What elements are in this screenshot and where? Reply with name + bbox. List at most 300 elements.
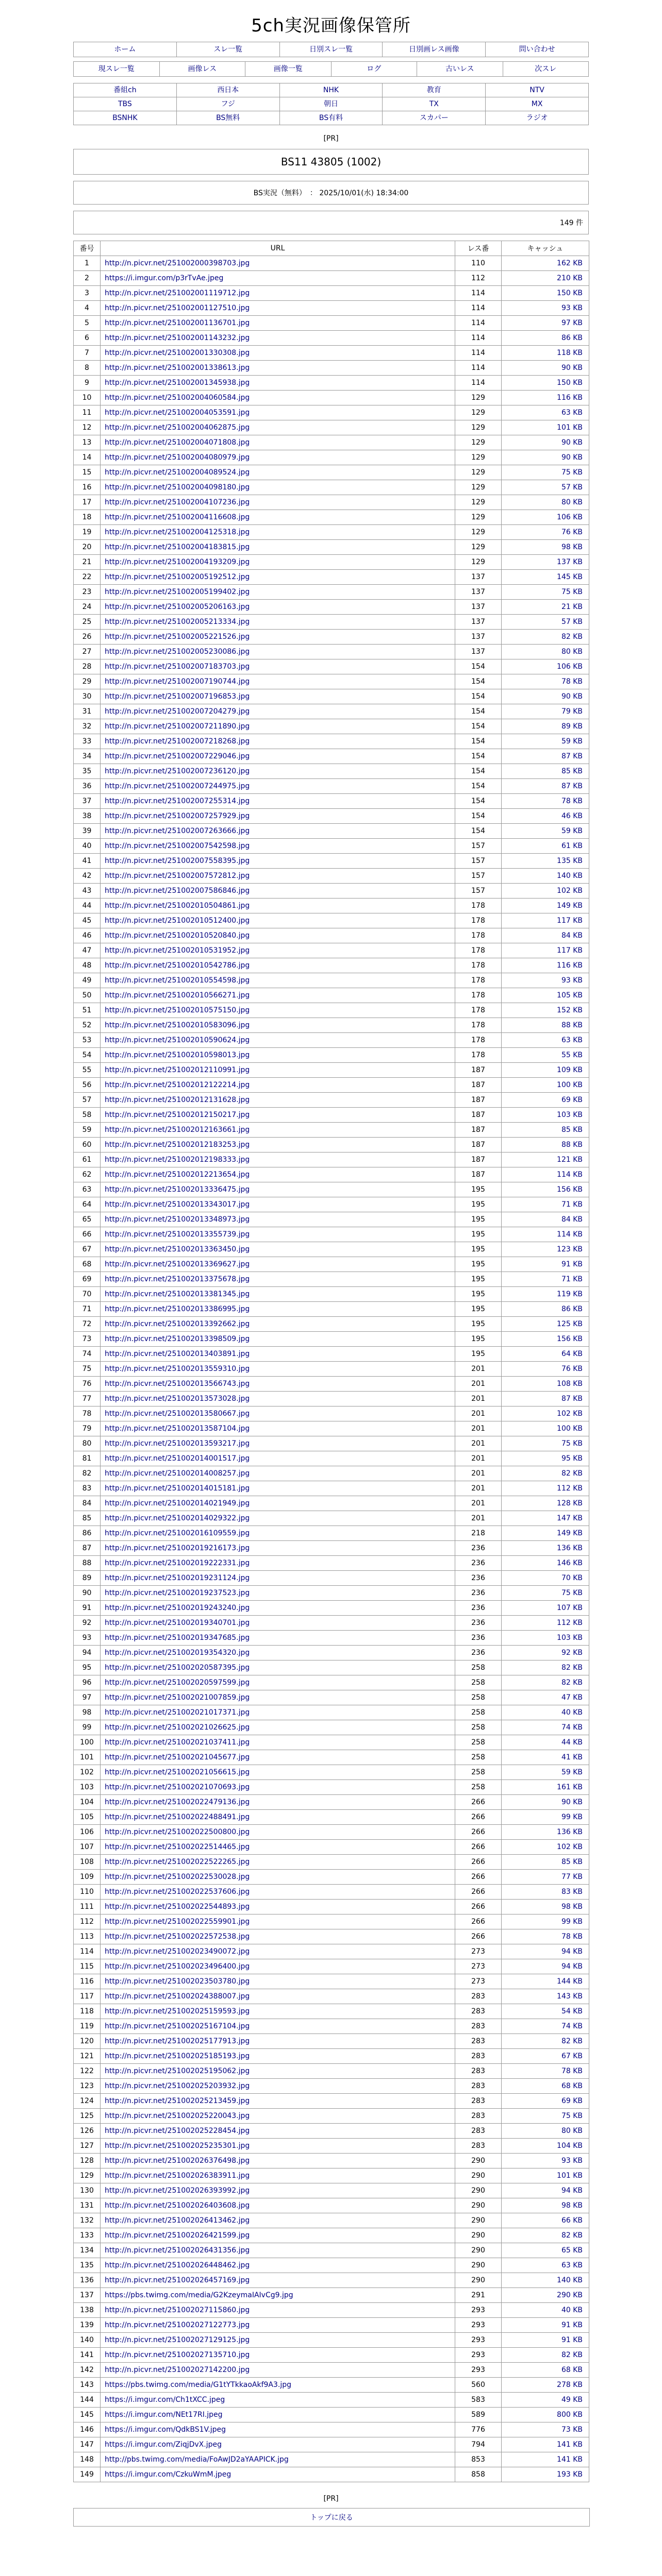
image-url-link[interactable]: http://n.picvr.net/251002026431356.jpg bbox=[105, 2246, 250, 2255]
image-url-link[interactable]: http://n.picvr.net/251002013559310.jpg bbox=[105, 1365, 250, 1373]
cache-size-link[interactable]: 54 KB bbox=[561, 2007, 583, 2015]
image-url-link[interactable]: http://n.picvr.net/251002007196853.jpg bbox=[105, 692, 250, 701]
cache-size-link[interactable]: 68 KB bbox=[561, 2082, 583, 2090]
cache-size-link[interactable]: 59 KB bbox=[561, 827, 583, 835]
cache-size-link[interactable]: 102 KB bbox=[557, 887, 583, 895]
image-url-link[interactable]: http://n.picvr.net/251002021070693.jpg bbox=[105, 1783, 250, 1791]
cache-size-link[interactable]: 150 KB bbox=[557, 289, 583, 297]
cache-size-link[interactable]: 107 KB bbox=[557, 1604, 583, 1612]
cache-size-link[interactable]: 74 KB bbox=[561, 2022, 583, 2030]
cache-size-link[interactable]: 76 KB bbox=[561, 1365, 583, 1373]
cache-size-link[interactable]: 83 KB bbox=[561, 1888, 583, 1896]
cache-size-link[interactable]: 125 KB bbox=[557, 1320, 583, 1328]
nav-link-contact[interactable]: 問い合わせ bbox=[519, 45, 555, 54]
cache-size-link[interactable]: 85 KB bbox=[561, 1126, 583, 1134]
cache-size-link[interactable]: 79 KB bbox=[561, 707, 583, 716]
nav-link-image-list[interactable]: 画像一覧 bbox=[273, 65, 303, 73]
cache-size-link[interactable]: 116 KB bbox=[557, 394, 583, 402]
channel-link-bangumi[interactable]: 番組ch bbox=[113, 86, 137, 94]
image-url-link[interactable]: http://n.picvr.net/251002012198333.jpg bbox=[105, 1156, 250, 1164]
cache-size-link[interactable]: 86 KB bbox=[561, 334, 583, 342]
cache-size-link[interactable]: 75 KB bbox=[561, 588, 583, 596]
cache-size-link[interactable]: 78 KB bbox=[561, 1933, 583, 1941]
cache-size-link[interactable]: 290 KB bbox=[557, 2291, 583, 2299]
image-url-link[interactable]: http://n.picvr.net/251002025185193.jpg bbox=[105, 2052, 250, 2060]
image-url-link[interactable]: http://n.picvr.net/251002004060584.jpg bbox=[105, 394, 250, 402]
image-url-link[interactable]: http://n.picvr.net/251002004193209.jpg bbox=[105, 558, 250, 566]
nav-link-daily-image-res[interactable]: 日別画レス画像 bbox=[408, 45, 459, 54]
image-url-link[interactable]: http://n.picvr.net/251002014008257.jpg bbox=[105, 1469, 250, 1478]
image-url-link[interactable]: https://i.imgur.com/CzkuWmM.jpeg bbox=[105, 2470, 231, 2479]
image-url-link[interactable]: http://n.picvr.net/251002001338613.jpg bbox=[105, 364, 250, 372]
cache-size-link[interactable]: 85 KB bbox=[561, 1858, 583, 1866]
image-url-link[interactable]: http://n.picvr.net/251002007218268.jpg bbox=[105, 737, 250, 745]
image-url-link[interactable]: http://n.picvr.net/251002005230086.jpg bbox=[105, 648, 250, 656]
image-url-link[interactable]: http://n.picvr.net/251002020587395.jpg bbox=[105, 1664, 250, 1672]
cache-size-link[interactable]: 101 KB bbox=[557, 423, 583, 432]
image-url-link[interactable]: http://n.picvr.net/251002001136701.jpg bbox=[105, 319, 250, 327]
image-url-link[interactable]: http://n.picvr.net/251002010566271.jpg bbox=[105, 991, 250, 999]
image-url-link[interactable]: http://n.picvr.net/251002007586846.jpg bbox=[105, 887, 250, 895]
image-url-link[interactable]: https://i.imgur.com/QdkBS1V.jpeg bbox=[105, 2426, 226, 2434]
channel-link-tbs[interactable]: TBS bbox=[118, 100, 132, 108]
image-url-link[interactable]: http://n.picvr.net/251002027115860.jpg bbox=[105, 2306, 250, 2314]
image-url-link[interactable]: http://n.picvr.net/251002013369627.jpg bbox=[105, 1260, 250, 1268]
cache-size-link[interactable]: 800 KB bbox=[557, 2411, 583, 2419]
image-url-link[interactable]: http://n.picvr.net/251002013381345.jpg bbox=[105, 1290, 250, 1298]
cache-size-link[interactable]: 99 KB bbox=[561, 1813, 583, 1821]
image-url-link[interactable]: http://n.picvr.net/251002021037411.jpg bbox=[105, 1738, 250, 1747]
image-url-link[interactable]: http://n.picvr.net/251002021045677.jpg bbox=[105, 1753, 250, 1761]
channel-link-fuji[interactable]: フジ bbox=[221, 100, 235, 108]
cache-size-link[interactable]: 109 KB bbox=[557, 1066, 583, 1074]
cache-size-link[interactable]: 82 KB bbox=[561, 1664, 583, 1672]
image-url-link[interactable]: http://n.picvr.net/251002023503780.jpg bbox=[105, 1977, 250, 1986]
cache-size-link[interactable]: 69 KB bbox=[561, 2097, 583, 2105]
image-url-link[interactable]: https://i.imgur.com/p3rTvAe.jpeg bbox=[105, 274, 224, 282]
cache-size-link[interactable]: 140 KB bbox=[557, 2276, 583, 2284]
cache-size-link[interactable]: 144 KB bbox=[557, 1977, 583, 1986]
cache-size-link[interactable]: 77 KB bbox=[561, 1873, 583, 1881]
image-url-link[interactable]: http://n.picvr.net/251002022500800.jpg bbox=[105, 1828, 250, 1836]
image-url-link[interactable]: http://n.picvr.net/251002005213334.jpg bbox=[105, 618, 250, 626]
cache-size-link[interactable]: 137 KB bbox=[557, 558, 583, 566]
cache-size-link[interactable]: 63 KB bbox=[561, 409, 583, 417]
cache-size-link[interactable]: 75 KB bbox=[561, 468, 583, 477]
nav-link-old-res[interactable]: 古いレス bbox=[445, 65, 474, 73]
image-url-link[interactable]: http://n.picvr.net/251002012213654.jpg bbox=[105, 1171, 250, 1179]
cache-size-link[interactable]: 75 KB bbox=[561, 2112, 583, 2120]
image-url-link[interactable]: http://n.picvr.net/251002014029322.jpg bbox=[105, 1514, 250, 1522]
image-url-link[interactable]: http://n.picvr.net/251002001143232.jpg bbox=[105, 334, 250, 342]
image-url-link[interactable]: http://n.picvr.net/251002012150217.jpg bbox=[105, 1111, 250, 1119]
image-url-link[interactable]: http://n.picvr.net/251002022522265.jpg bbox=[105, 1858, 250, 1866]
cache-size-link[interactable]: 135 KB bbox=[557, 857, 583, 865]
image-url-link[interactable]: http://n.picvr.net/251002010542786.jpg bbox=[105, 961, 250, 970]
cache-size-link[interactable]: 63 KB bbox=[561, 2261, 583, 2269]
image-url-link[interactable]: http://n.picvr.net/251002007190744.jpg bbox=[105, 677, 250, 686]
cache-size-link[interactable]: 102 KB bbox=[557, 1843, 583, 1851]
channel-link-bsnhk[interactable]: BSNHK bbox=[112, 114, 138, 122]
cache-size-link[interactable]: 93 KB bbox=[561, 2157, 583, 2165]
image-url-link[interactable]: http://n.picvr.net/251002007204279.jpg bbox=[105, 707, 250, 716]
cache-size-link[interactable]: 90 KB bbox=[561, 438, 583, 447]
image-url-link[interactable]: http://n.picvr.net/251002007558395.jpg bbox=[105, 857, 250, 865]
image-url-link[interactable]: http://n.picvr.net/251002026457169.jpg bbox=[105, 2276, 250, 2284]
cache-size-link[interactable]: 150 KB bbox=[557, 379, 583, 387]
image-url-link[interactable]: http://n.picvr.net/251002019237523.jpg bbox=[105, 1589, 250, 1597]
image-url-link[interactable]: http://n.picvr.net/251002025159593.jpg bbox=[105, 2007, 250, 2015]
cache-size-link[interactable]: 102 KB bbox=[557, 1410, 583, 1418]
image-url-link[interactable]: http://n.picvr.net/251002007183703.jpg bbox=[105, 663, 250, 671]
cache-size-link[interactable]: 112 KB bbox=[557, 1484, 583, 1493]
image-url-link[interactable]: http://n.picvr.net/251002026413462.jpg bbox=[105, 2216, 250, 2225]
image-url-link[interactable]: http://n.picvr.net/251002013363450.jpg bbox=[105, 1245, 250, 1253]
cache-size-link[interactable]: 64 KB bbox=[561, 1350, 583, 1358]
image-url-link[interactable]: http://n.picvr.net/251002012183253.jpg bbox=[105, 1141, 250, 1149]
channel-link-tx[interactable]: TX bbox=[429, 100, 439, 108]
image-url-link[interactable]: http://n.picvr.net/251002026383911.jpg bbox=[105, 2172, 250, 2180]
cache-size-link[interactable]: 91 KB bbox=[561, 1260, 583, 1268]
cache-size-link[interactable]: 143 KB bbox=[557, 1992, 583, 2001]
image-url-link[interactable]: http://n.picvr.net/251002010554598.jpg bbox=[105, 976, 250, 985]
image-url-link[interactable]: http://n.picvr.net/251002007263666.jpg bbox=[105, 827, 250, 835]
cache-size-link[interactable]: 149 KB bbox=[557, 902, 583, 910]
cache-size-link[interactable]: 40 KB bbox=[561, 1708, 583, 1717]
cache-size-link[interactable]: 106 KB bbox=[557, 663, 583, 671]
image-url-link[interactable]: http://n.picvr.net/251002027129125.jpg bbox=[105, 2336, 250, 2344]
cache-size-link[interactable]: 93 KB bbox=[561, 976, 583, 985]
image-url-link[interactable]: http://n.picvr.net/251002013593217.jpg bbox=[105, 1439, 250, 1448]
image-url-link[interactable]: http://n.picvr.net/251002023496400.jpg bbox=[105, 1962, 250, 1971]
cache-size-link[interactable]: 90 KB bbox=[561, 692, 583, 701]
cache-size-link[interactable]: 128 KB bbox=[557, 1499, 583, 1507]
cache-size-link[interactable]: 76 KB bbox=[561, 528, 583, 536]
cache-size-link[interactable]: 119 KB bbox=[557, 1290, 583, 1298]
nav-link-next-thread[interactable]: 次スレ bbox=[535, 65, 557, 73]
image-url-link[interactable]: http://n.picvr.net/251002021056615.jpg bbox=[105, 1768, 250, 1776]
image-url-link[interactable]: http://n.picvr.net/251002022559901.jpg bbox=[105, 1918, 250, 1926]
channel-link-nhk[interactable]: NHK bbox=[323, 86, 339, 94]
image-url-link[interactable]: http://n.picvr.net/251002014015181.jpg bbox=[105, 1484, 250, 1493]
cache-size-link[interactable]: 210 KB bbox=[557, 274, 583, 282]
cache-size-link[interactable]: 278 KB bbox=[557, 2381, 583, 2389]
nav-link-thread-list[interactable]: スレ一覧 bbox=[213, 45, 243, 54]
cache-size-link[interactable]: 108 KB bbox=[557, 1380, 583, 1388]
image-url-link[interactable]: http://n.picvr.net/251002004107236.jpg bbox=[105, 498, 250, 506]
cache-size-link[interactable]: 80 KB bbox=[561, 498, 583, 506]
image-url-link[interactable]: http://n.picvr.net/251002014021949.jpg bbox=[105, 1499, 250, 1507]
image-url-link[interactable]: http://n.picvr.net/251002004116608.jpg bbox=[105, 513, 250, 521]
cache-size-link[interactable]: 71 KB bbox=[561, 1275, 583, 1283]
channel-link-radio[interactable]: ラジオ bbox=[526, 114, 548, 122]
cache-size-link[interactable]: 101 KB bbox=[557, 2172, 583, 2180]
image-url-link[interactable]: http://n.picvr.net/251002025235301.jpg bbox=[105, 2142, 250, 2150]
image-url-link[interactable]: http://n.picvr.net/251002005206163.jpg bbox=[105, 603, 250, 611]
image-url-link[interactable]: http://n.picvr.net/251002019347685.jpg bbox=[105, 1634, 250, 1642]
channel-link-skyperfect[interactable]: スカパー bbox=[419, 114, 449, 122]
cache-size-link[interactable]: 93 KB bbox=[561, 304, 583, 312]
image-url-link[interactable]: http://n.picvr.net/251002005199402.jpg bbox=[105, 588, 250, 596]
cache-size-link[interactable]: 89 KB bbox=[561, 722, 583, 731]
cache-size-link[interactable]: 75 KB bbox=[561, 1589, 583, 1597]
image-url-link[interactable]: http://n.picvr.net/251002010531952.jpg bbox=[105, 946, 250, 955]
image-url-link[interactable]: http://n.picvr.net/251002013573028.jpg bbox=[105, 1395, 250, 1403]
image-url-link[interactable]: http://n.picvr.net/251002025220043.jpg bbox=[105, 2112, 250, 2120]
cache-size-link[interactable]: 82 KB bbox=[561, 1469, 583, 1478]
image-url-link[interactable]: http://n.picvr.net/251002021017371.jpg bbox=[105, 1708, 250, 1717]
image-url-link[interactable]: http://n.picvr.net/251002022479136.jpg bbox=[105, 1798, 250, 1806]
cache-size-link[interactable]: 94 KB bbox=[561, 1962, 583, 1971]
image-url-link[interactable]: https://pbs.twimg.com/media/G1tYTkkaoAkf9A3.jpg bbox=[105, 2381, 292, 2389]
image-url-link[interactable]: http://n.picvr.net/251002007211890.jpg bbox=[105, 722, 250, 731]
nav-link-current-threads[interactable]: 現スレ一覧 bbox=[98, 65, 135, 73]
image-url-link[interactable]: http://n.picvr.net/251002027135710.jpg bbox=[105, 2351, 250, 2359]
cache-size-link[interactable]: 61 KB bbox=[561, 842, 583, 850]
image-url-link[interactable]: http://n.picvr.net/251002013403891.jpg bbox=[105, 1350, 250, 1358]
image-url-link[interactable]: http://n.picvr.net/251002013355739.jpg bbox=[105, 1230, 250, 1239]
cache-size-link[interactable]: 95 KB bbox=[561, 1454, 583, 1463]
image-url-link[interactable]: http://n.picvr.net/251002007244975.jpg bbox=[105, 782, 250, 790]
cache-size-link[interactable]: 78 KB bbox=[561, 797, 583, 805]
cache-size-link[interactable]: 21 KB bbox=[561, 603, 583, 611]
image-url-link[interactable]: http://n.picvr.net/251002012110991.jpg bbox=[105, 1066, 250, 1074]
image-url-link[interactable]: http://n.picvr.net/251002012122214.jpg bbox=[105, 1081, 250, 1089]
image-url-link[interactable]: http://n.picvr.net/251002007257929.jpg bbox=[105, 812, 250, 820]
nav-link-log[interactable]: ログ bbox=[367, 65, 382, 73]
cache-size-link[interactable]: 69 KB bbox=[561, 1096, 583, 1104]
cache-size-link[interactable]: 105 KB bbox=[557, 991, 583, 999]
image-url-link[interactable]: http://n.picvr.net/251002001127510.jpg bbox=[105, 304, 250, 312]
image-url-link[interactable]: http://n.picvr.net/251002013336475.jpg bbox=[105, 1185, 250, 1194]
cache-size-link[interactable]: 82 KB bbox=[561, 633, 583, 641]
cache-size-link[interactable]: 94 KB bbox=[561, 1947, 583, 1956]
image-url-link[interactable]: http://n.picvr.net/251002026448462.jpg bbox=[105, 2261, 250, 2269]
image-url-link[interactable]: http://n.picvr.net/251002010590624.jpg bbox=[105, 1036, 250, 1044]
image-url-link[interactable]: http://n.picvr.net/251002007572812.jpg bbox=[105, 872, 250, 880]
image-url-link[interactable]: http://n.picvr.net/251002014001517.jpg bbox=[105, 1454, 250, 1463]
channel-link-bs-paid[interactable]: BS有料 bbox=[319, 114, 343, 122]
cache-size-link[interactable]: 100 KB bbox=[557, 1081, 583, 1089]
cache-size-link[interactable]: 73 KB bbox=[561, 2426, 583, 2434]
cache-size-link[interactable]: 114 KB bbox=[557, 1171, 583, 1179]
cache-size-link[interactable]: 146 KB bbox=[557, 1559, 583, 1567]
image-url-link[interactable]: http://n.picvr.net/251002005192512.jpg bbox=[105, 573, 250, 581]
cache-size-link[interactable]: 67 KB bbox=[561, 2052, 583, 2060]
cache-size-link[interactable]: 156 KB bbox=[557, 1335, 583, 1343]
cache-size-link[interactable]: 46 KB bbox=[561, 812, 583, 820]
image-url-link[interactable]: http://n.picvr.net/251002025213459.jpg bbox=[105, 2097, 250, 2105]
channel-link-kyouiku[interactable]: 教育 bbox=[426, 86, 441, 94]
cache-size-link[interactable]: 40 KB bbox=[561, 2306, 583, 2314]
image-url-link[interactable]: http://n.picvr.net/251002022488491.jpg bbox=[105, 1813, 250, 1821]
image-url-link[interactable]: http://n.picvr.net/251002025167104.jpg bbox=[105, 2022, 250, 2030]
image-url-link[interactable]: http://n.picvr.net/251002007542598.jpg bbox=[105, 842, 250, 850]
image-url-link[interactable]: http://n.picvr.net/251002019354320.jpg bbox=[105, 1649, 250, 1657]
image-url-link[interactable]: http://n.picvr.net/251002019231124.jpg bbox=[105, 1574, 250, 1582]
cache-size-link[interactable]: 117 KB bbox=[557, 946, 583, 955]
cache-size-link[interactable]: 63 KB bbox=[561, 1036, 583, 1044]
image-url-link[interactable]: http://n.picvr.net/251002019243240.jpg bbox=[105, 1604, 250, 1612]
image-url-link[interactable]: http://n.picvr.net/251002013375678.jpg bbox=[105, 1275, 250, 1283]
cache-size-link[interactable]: 84 KB bbox=[561, 1215, 583, 1224]
cache-size-link[interactable]: 65 KB bbox=[561, 2246, 583, 2255]
cache-size-link[interactable]: 141 KB bbox=[557, 2455, 583, 2464]
image-url-link[interactable]: http://n.picvr.net/251002026393992.jpg bbox=[105, 2187, 250, 2195]
cache-size-link[interactable]: 88 KB bbox=[561, 1021, 583, 1029]
image-url-link[interactable]: http://n.picvr.net/251002013587104.jpg bbox=[105, 1425, 250, 1433]
cache-size-link[interactable]: 66 KB bbox=[561, 2216, 583, 2225]
cache-size-link[interactable]: 156 KB bbox=[557, 1185, 583, 1194]
cache-size-link[interactable]: 94 KB bbox=[561, 2187, 583, 2195]
cache-size-link[interactable]: 82 KB bbox=[561, 2351, 583, 2359]
image-url-link[interactable]: http://n.picvr.net/251002027122773.jpg bbox=[105, 2321, 250, 2329]
image-url-link[interactable]: http://n.picvr.net/251002005221526.jpg bbox=[105, 633, 250, 641]
image-url-link[interactable]: http://n.picvr.net/251002023490072.jpg bbox=[105, 1947, 250, 1956]
cache-size-link[interactable]: 140 KB bbox=[557, 872, 583, 880]
image-url-link[interactable]: http://n.picvr.net/251002024388007.jpg bbox=[105, 1992, 250, 2001]
image-url-link[interactable]: http://n.picvr.net/251002026403608.jpg bbox=[105, 2201, 250, 2210]
image-url-link[interactable]: http://n.picvr.net/251002027142200.jpg bbox=[105, 2366, 250, 2374]
cache-size-link[interactable]: 91 KB bbox=[561, 2336, 583, 2344]
cache-size-link[interactable]: 121 KB bbox=[557, 1156, 583, 1164]
cache-size-link[interactable]: 75 KB bbox=[561, 1439, 583, 1448]
cache-size-link[interactable]: 114 KB bbox=[557, 1230, 583, 1239]
cache-size-link[interactable]: 100 KB bbox=[557, 1425, 583, 1433]
cache-size-link[interactable]: 152 KB bbox=[557, 1006, 583, 1014]
image-url-link[interactable]: https://i.imgur.com/ZiqjDvX.jpeg bbox=[105, 2441, 222, 2449]
cache-size-link[interactable]: 98 KB bbox=[561, 543, 583, 551]
cache-size-link[interactable]: 78 KB bbox=[561, 2067, 583, 2075]
cache-size-link[interactable]: 57 KB bbox=[561, 618, 583, 626]
image-url-link[interactable]: http://n.picvr.net/251002013386995.jpg bbox=[105, 1305, 250, 1313]
cache-size-link[interactable]: 145 KB bbox=[557, 573, 583, 581]
image-url-link[interactable]: http://n.picvr.net/251002022544893.jpg bbox=[105, 1903, 250, 1911]
image-url-link[interactable]: http://n.picvr.net/251002007255314.jpg bbox=[105, 797, 250, 805]
cache-size-link[interactable]: 91 KB bbox=[561, 2321, 583, 2329]
cache-size-link[interactable]: 98 KB bbox=[561, 1903, 583, 1911]
cache-size-link[interactable]: 59 KB bbox=[561, 737, 583, 745]
image-url-link[interactable]: http://n.picvr.net/251002000398703.jpg bbox=[105, 259, 250, 267]
cache-size-link[interactable]: 136 KB bbox=[557, 1544, 583, 1552]
cache-size-link[interactable]: 90 KB bbox=[561, 453, 583, 462]
cache-size-link[interactable]: 90 KB bbox=[561, 1798, 583, 1806]
nav-link-image-res[interactable]: 画像レス bbox=[188, 65, 217, 73]
image-url-link[interactable]: http://n.picvr.net/251002001330308.jpg bbox=[105, 349, 250, 357]
cache-size-link[interactable]: 44 KB bbox=[561, 1738, 583, 1747]
cache-size-link[interactable]: 141 KB bbox=[557, 2441, 583, 2449]
image-url-link[interactable]: http://n.picvr.net/251002007236120.jpg bbox=[105, 767, 250, 775]
image-url-link[interactable]: http://n.picvr.net/251002013348973.jpg bbox=[105, 1215, 250, 1224]
image-url-link[interactable]: http://n.picvr.net/251002010520840.jpg bbox=[105, 931, 250, 940]
cache-size-link[interactable]: 87 KB bbox=[561, 1395, 583, 1403]
image-url-link[interactable]: http://n.picvr.net/251002001119712.jpg bbox=[105, 289, 250, 297]
cache-size-link[interactable]: 78 KB bbox=[561, 677, 583, 686]
cache-size-link[interactable]: 106 KB bbox=[557, 513, 583, 521]
cache-size-link[interactable]: 147 KB bbox=[557, 1514, 583, 1522]
nav-link-daily-thread-list[interactable]: 日別スレ一覧 bbox=[309, 45, 353, 54]
cache-size-link[interactable]: 55 KB bbox=[561, 1051, 583, 1059]
image-url-link[interactable]: http://n.picvr.net/251002004125318.jpg bbox=[105, 528, 250, 536]
image-url-link[interactable]: http://n.picvr.net/251002007229046.jpg bbox=[105, 752, 250, 760]
cache-size-link[interactable]: 70 KB bbox=[561, 1574, 583, 1582]
image-url-link[interactable]: http://n.picvr.net/251002010598013.jpg bbox=[105, 1051, 250, 1059]
image-url-link[interactable]: http://n.picvr.net/251002004071808.jpg bbox=[105, 438, 250, 447]
cache-size-link[interactable]: 123 KB bbox=[557, 1245, 583, 1253]
cache-size-link[interactable]: 162 KB bbox=[557, 259, 583, 267]
cache-size-link[interactable]: 82 KB bbox=[561, 2037, 583, 2045]
image-url-link[interactable]: http://n.picvr.net/251002013392662.jpg bbox=[105, 1320, 250, 1328]
image-url-link[interactable]: http://n.picvr.net/251002021007859.jpg bbox=[105, 1693, 250, 1702]
image-url-link[interactable]: http://n.picvr.net/251002022572538.jpg bbox=[105, 1933, 250, 1941]
back-to-top-link[interactable]: トップに戻る bbox=[310, 2514, 353, 2522]
channel-link-ntv[interactable]: NTV bbox=[529, 86, 544, 94]
cache-size-link[interactable]: 82 KB bbox=[561, 1679, 583, 1687]
cache-size-link[interactable]: 71 KB bbox=[561, 1200, 583, 1209]
cache-size-link[interactable]: 116 KB bbox=[557, 961, 583, 970]
cache-size-link[interactable]: 149 KB bbox=[557, 1529, 583, 1537]
cache-size-link[interactable]: 193 KB bbox=[557, 2470, 583, 2479]
cache-size-link[interactable]: 87 KB bbox=[561, 782, 583, 790]
cache-size-link[interactable]: 136 KB bbox=[557, 1828, 583, 1836]
cache-size-link[interactable]: 103 KB bbox=[557, 1634, 583, 1642]
image-url-link[interactable]: http://n.picvr.net/251002010583096.jpg bbox=[105, 1021, 250, 1029]
image-url-link[interactable]: http://n.picvr.net/251002025195062.jpg bbox=[105, 2067, 250, 2075]
image-url-link[interactable]: http://n.picvr.net/251002020597599.jpg bbox=[105, 1679, 250, 1687]
cache-size-link[interactable]: 88 KB bbox=[561, 1141, 583, 1149]
cache-size-link[interactable]: 57 KB bbox=[561, 483, 583, 492]
image-url-link[interactable]: http://n.picvr.net/251002004183815.jpg bbox=[105, 543, 250, 551]
image-url-link[interactable]: http://n.picvr.net/251002022530028.jpg bbox=[105, 1873, 250, 1881]
image-url-link[interactable]: http://n.picvr.net/251002010504861.jpg bbox=[105, 902, 250, 910]
image-url-link[interactable]: http://n.picvr.net/251002013398509.jpg bbox=[105, 1335, 250, 1343]
image-url-link[interactable]: http://n.picvr.net/251002004080979.jpg bbox=[105, 453, 250, 462]
cache-size-link[interactable]: 85 KB bbox=[561, 767, 583, 775]
image-url-link[interactable]: http://n.picvr.net/251002012131628.jpg bbox=[105, 1096, 250, 1104]
image-url-link[interactable]: http://n.picvr.net/251002016109559.jpg bbox=[105, 1529, 250, 1537]
image-url-link[interactable]: http://n.picvr.net/251002026376498.jpg bbox=[105, 2157, 250, 2165]
image-url-link[interactable]: http://n.picvr.net/251002025177913.jpg bbox=[105, 2037, 250, 2045]
cache-size-link[interactable]: 98 KB bbox=[561, 2201, 583, 2210]
image-url-link[interactable]: http://n.picvr.net/251002013343017.jpg bbox=[105, 1200, 250, 1209]
image-url-link[interactable]: http://n.picvr.net/251002026421599.jpg bbox=[105, 2231, 250, 2240]
cache-size-link[interactable]: 99 KB bbox=[561, 1918, 583, 1926]
image-url-link[interactable]: http://n.picvr.net/251002004062875.jpg bbox=[105, 423, 250, 432]
cache-size-link[interactable]: 86 KB bbox=[561, 1305, 583, 1313]
image-url-link[interactable]: http://n.picvr.net/251002010512400.jpg bbox=[105, 917, 250, 925]
channel-link-nishinihon[interactable]: 西日本 bbox=[217, 86, 239, 94]
image-url-link[interactable]: http://n.picvr.net/251002004098180.jpg bbox=[105, 483, 250, 492]
cache-size-link[interactable]: 59 KB bbox=[561, 1768, 583, 1776]
image-url-link[interactable]: https://i.imgur.com/NEt17RI.jpeg bbox=[105, 2411, 223, 2419]
site-title[interactable]: 5ch実況画像保管所 bbox=[251, 15, 411, 36]
image-url-link[interactable]: http://pbs.twimg.com/media/FoAwJD2aYAAPICK.jpg bbox=[105, 2455, 289, 2464]
image-url-link[interactable]: http://n.picvr.net/251002022514465.jpg bbox=[105, 1843, 250, 1851]
image-url-link[interactable]: http://n.picvr.net/251002013580667.jpg bbox=[105, 1410, 250, 1418]
cache-size-link[interactable]: 112 KB bbox=[557, 1619, 583, 1627]
cache-size-link[interactable]: 90 KB bbox=[561, 364, 583, 372]
image-url-link[interactable]: http://n.picvr.net/251002004089524.jpg bbox=[105, 468, 250, 477]
image-url-link[interactable]: http://n.picvr.net/251002025228454.jpg bbox=[105, 2127, 250, 2135]
cache-size-link[interactable]: 80 KB bbox=[561, 2127, 583, 2135]
cache-size-link[interactable]: 87 KB bbox=[561, 752, 583, 760]
image-url-link[interactable]: http://n.picvr.net/251002010575150.jpg bbox=[105, 1006, 250, 1014]
channel-link-mx[interactable]: MX bbox=[531, 100, 543, 108]
image-url-link[interactable]: http://n.picvr.net/251002021026625.jpg bbox=[105, 1723, 250, 1732]
image-url-link[interactable]: http://n.picvr.net/251002022537606.jpg bbox=[105, 1888, 250, 1896]
cache-size-link[interactable]: 49 KB bbox=[561, 2396, 583, 2404]
channel-link-bs-free[interactable]: BS無料 bbox=[216, 114, 240, 122]
